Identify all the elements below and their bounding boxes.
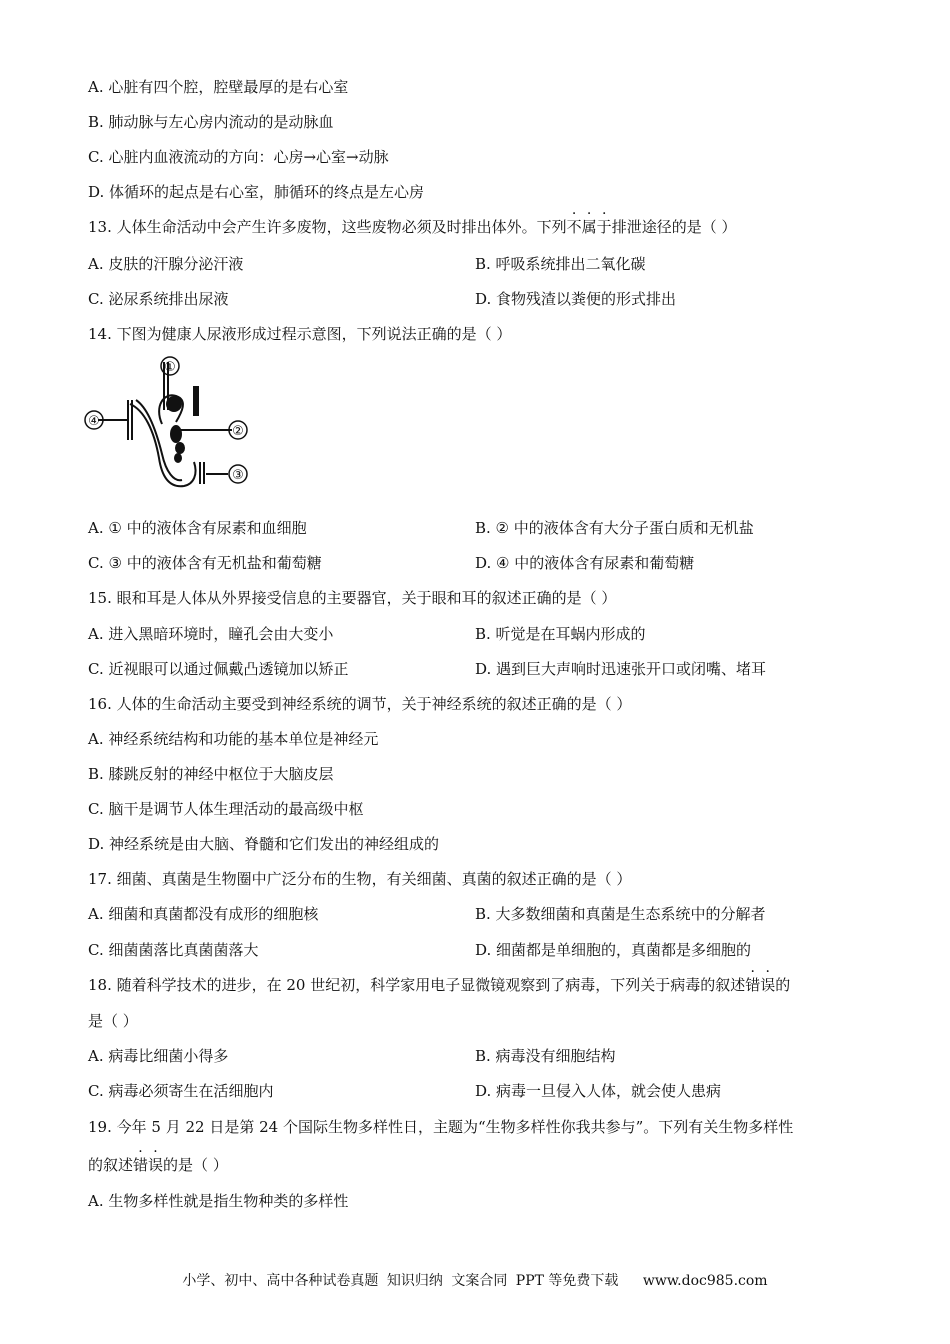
q17-option-a: A. 细菌和真菌都没有成形的细胞核 [88,905,319,923]
q12-option-b: B. 肺动脉与左心房内流动的是动脉血 [88,113,334,131]
emphasis-char: 错 [745,976,761,994]
q18-stem: 18. 随着科学技术的进步，在 20 世纪初，科学家用电子显微镜观察到了病毒，下列关于病毒的叙述错误的 [88,976,791,994]
q15-option-d: D. 遇到巨大声响时迅速张开口或闭嘴、堵耳 [475,660,767,678]
q17-option-c: C. 细菌菌落比真菌菌落大 [88,941,259,959]
q18-option-b: B. 病毒没有细胞结构 [475,1047,616,1065]
label-3: ③ [232,468,244,483]
q16-option-b: B. 膝跳反射的神经中枢位于大脑皮层 [88,765,334,783]
emphasis-char: 误 [148,1156,164,1174]
q15-stem: 15. 眼和耳是人体从外界接受信息的主要器官，关于眼和耳的叙述正确的是（ ） [88,589,617,607]
q13-stem: 13. 人体生命活动中会产生许多废物，这些废物必须及时排出体外。下列不属于排泄途径的是（ ） [88,218,737,236]
emphasis-char: 不 [566,218,582,236]
footer-item: 小学、初中、高中各种试卷真题 [182,1273,379,1289]
q14-option-b: B. ② 中的液体含有大分子蛋白质和无机盐 [475,519,754,537]
q13-option-d: D. 食物残渣以粪便的形式排出 [475,290,677,308]
q14-option-d: D. ④ 中的液体含有尿素和葡萄糖 [475,554,695,572]
q14-stem: 14. 下图为健康人尿液形成过程示意图，下列说法正确的是（ ） [88,325,512,343]
q16-option-c: C. 脑干是调节人体生理活动的最高级中枢 [88,800,364,818]
q13-option-b: B. 呼吸系统排出二氧化碳 [475,255,646,273]
q15-option-a: A. 进入黑暗环境时，瞳孔会由大变小 [88,625,334,643]
q19-option-a: A. 生物多样性就是指生物种类的多样性 [88,1192,349,1210]
label-2: ② [232,424,244,439]
q18-option-d: D. 病毒一旦侵入人体，就会使人患病 [475,1082,722,1100]
q17-stem: 17. 细菌、真菌是生物圈中广泛分布的生物，有关细菌、真菌的叙述正确的是（ ） [88,870,632,888]
q17-option-d: D. 细菌都是单细胞的，真菌都是多细胞的 [475,941,752,959]
q19-stem: 19. 今年 5 月 22 日是第 24 个国际生物多样性日，主题为“生物多样性你我共参与”。下列有关生物多样性 [88,1118,794,1136]
q14-option-c: C. ③ 中的液体含有无机盐和葡萄糖 [88,554,322,572]
q18-option-a: A. 病毒比细菌小得多 [88,1047,229,1065]
footer-item: 文案合同 [451,1273,508,1289]
footer-item: 知识归纳 [386,1273,443,1289]
q14-option-a: A. ① 中的液体含有尿素和血细胞 [88,519,307,537]
footer-url-link[interactable]: www.doc985.com [642,1273,768,1289]
emphasis-char: 错 [133,1156,149,1174]
nephron-diagram [84,350,274,500]
q17-option-b: B. 大多数细菌和真菌是生态系统中的分解者 [475,905,766,923]
q16-stem: 16. 人体的生命活动主要受到神经系统的调节，关于神经系统的叙述正确的是（ ） [88,695,632,713]
q16-option-a: A. 神经系统结构和功能的基本单位是神经元 [88,730,379,748]
q12-option-c: C. 心脏内血液流动的方向：心房→心室→动脉 [88,148,389,166]
q15-option-c: C. 近视眼可以通过佩戴凸透镜加以矫正 [88,660,349,678]
q15-option-b: B. 听觉是在耳蜗内形成的 [475,625,646,643]
page-footer [0,1270,950,1290]
q19-stem-cont: 的叙述错误的是（ ） [88,1156,228,1174]
q18-option-c: C. 病毒必须寄生在活细胞内 [88,1082,274,1100]
q13-option-c: C. 泌尿系统排出尿液 [88,290,229,308]
emphasis-char: 于 [596,218,612,236]
q18-stem-cont: 是（ ） [88,1012,138,1030]
emphasis-char: 误 [760,976,776,994]
label-4: ④ [88,414,100,429]
label-1: ① [164,360,176,375]
q12-option-a: A. 心脏有四个腔，腔壁最厚的是右心室 [88,78,349,96]
q13-option-a: A. 皮肤的汗腺分泌汗液 [88,255,244,273]
emphasis-char: 属 [581,218,597,236]
q16-option-d: D. 神经系统是由大脑、脊髓和它们发出的神经组成的 [88,835,440,853]
footer-item: PPT 等免费下载 [515,1273,619,1289]
q12-option-d: D. 体循环的起点是右心室，肺循环的终点是左心房 [88,183,425,201]
